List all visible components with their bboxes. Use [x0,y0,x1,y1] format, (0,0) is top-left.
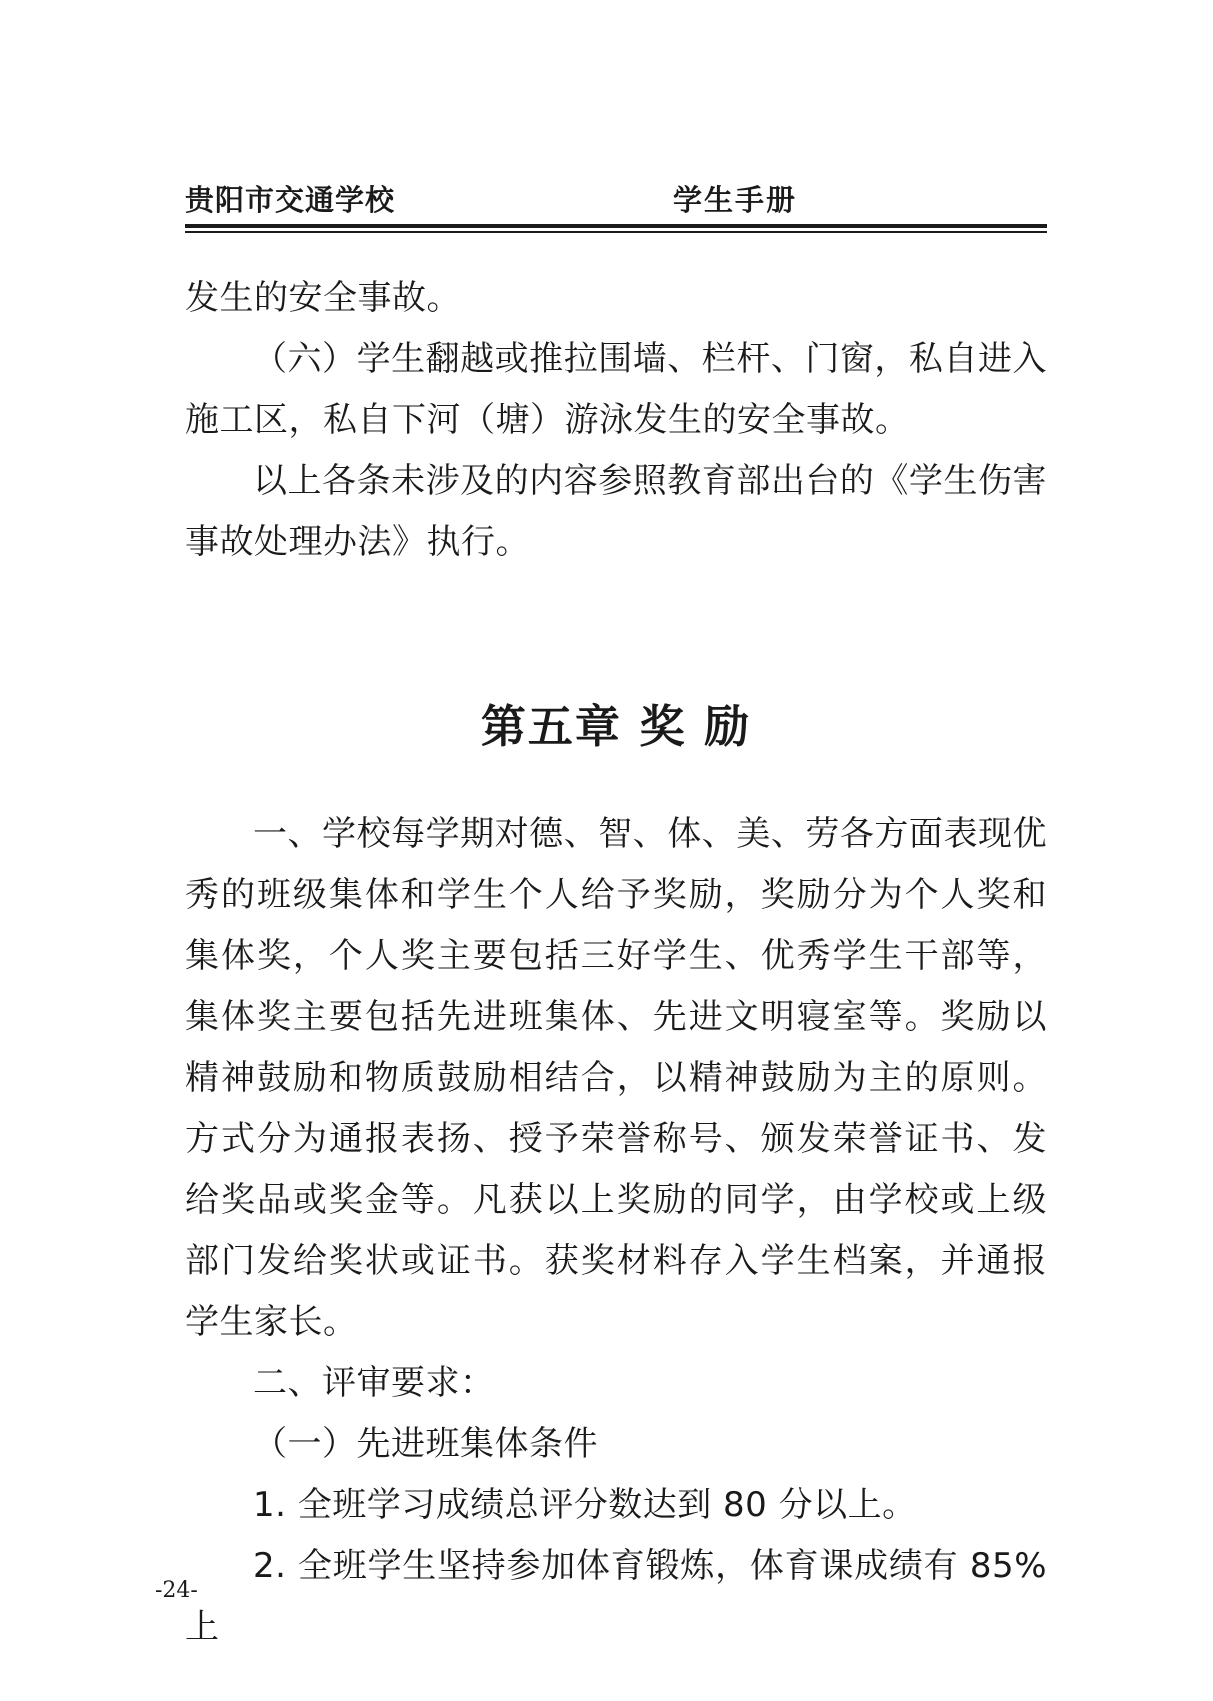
header-school-name: 贵阳市交通学校 [185,183,396,217]
header-rule-thin [185,231,1047,233]
paragraph: 一、学校每学期对德、智、体、美、劳各方面表现优秀的班级集体和学生个人给予奖励，奖励分为个人奖和集体奖，个人奖主要包括三好学生、优秀学生干部等，集体奖主要包括先进班集体、先进文明寝室等。奖励以精神鼓励和物质鼓励相结合，以精神鼓励为主的原则。方式分为通报表扬、授予荣誉称号、颁发荣誉证书、发给奖品或奖金等。凡获以上奖励的同学，由学校或上级部门发给奖状或证书。获奖材料存入学生档案，并通报学生家长。 [185,814,1047,1342]
page-number: -24- [155,1578,198,1603]
header-document-title: 学生手册 [673,183,798,217]
chapter-heading: 第五章 奖 励 [480,700,752,753]
continued-section [185,268,1047,573]
paragraph: （六）学生翻越或推拉围墙、栏杆、门窗，私自进入施工区，私自下河（塘）游泳发生的安全事故。 [185,339,1047,440]
header-rule-thick [185,224,1047,228]
paragraph: 2. 全班学生坚持参加体育锻炼，体育课成绩有 85% 上 [185,1546,1047,1647]
running-header [185,178,1047,222]
paragraph: 以上各条未涉及的内容参照教育部出台的《学生伤害事故处理办法》执行。 [185,461,1047,562]
paragraph: 发生的安全事故。 [185,278,461,318]
paragraph: 1. 全班学习成绩总评分数达到 80 分以上。 [253,1485,917,1525]
chapter-body [185,804,1047,1658]
paragraph: 二、评审要求： [253,1363,495,1403]
paragraph: （一）先进班集体条件 [253,1424,598,1464]
